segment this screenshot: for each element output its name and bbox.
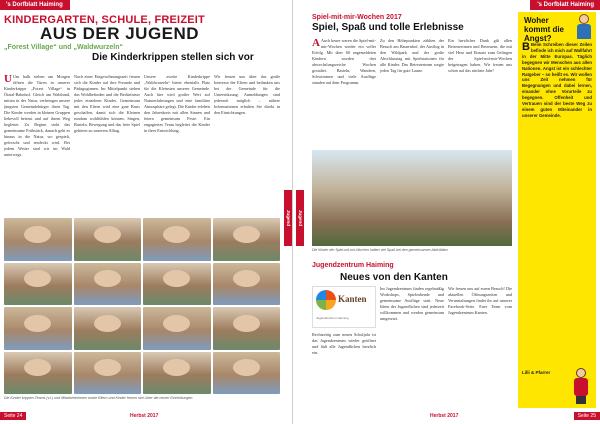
kid-body [574,378,588,396]
section-tab-right: Jugend [296,190,304,246]
article-column-3: Ein herzlicher Dank gilt allen Betreuerinnen und Betreuern, die mit viel Herz und Einsatz zum Gelingen der Spiel-mit-mir-Wochen beigetragen haben. Wir freuen uns schon auf das nächste Jahr! [448,38,512,73]
article-text-1: Auch heuer waren die Spiel-mit-mir-Wochen wieder ein voller Erfolg. Mit über 60 angemeldeten Kindern wurden drei abwechslungsreiche Wochen gestaltet. Basteln, Wandern, Schwimmen und viele Ausflüge standen auf dem Programm. [312,38,376,85]
staff-photo [213,218,281,261]
sidebar-signature: Lilli & Pfarrer [522,370,551,375]
article2-column-3: Wir freuen uns auf euren Besuch! Die aktuellen Öffnungszeiten und Veranstaltungen findet ihr auf unserer Facebook-Seite. Euer Team vom Jugendzentrum Kanten. [448,286,512,315]
issue-footer-left: Herbst 2017 [130,413,159,419]
section-title: AUS DER JUGEND [40,24,200,43]
staff-photo [143,218,211,261]
staff-photo [74,218,142,261]
staff-photo [4,263,72,306]
article2-headline: Neues von den Kanten [340,272,448,283]
article-column-1 [312,38,376,148]
issue-footer-right: Herbst 2017 [430,413,459,419]
staff-photo [74,352,142,395]
staff-photo [143,263,211,306]
logo-wordmark: Kanten [338,294,367,304]
staff-photo [74,263,142,306]
photo-caption: Die Kinder krippen-Teams (v.l.) und Mitarbeiterinnen sowie Eltern und Kinder freuen sich über die neuen Einrichtungen. [4,396,194,400]
article-column-2: Zu den Höhepunkten zählten der Besuch am Bauernhof, der Ausflug in den Wildpark und der große Abschlusstag mit Spielstationen für alle Kinder. Das Betreuerteam sorgte jeden Tag für gute Laune. [380,38,444,73]
right-page [300,0,600,424]
mascot-icon [574,14,594,40]
masthead-ribbon-right: 's Dorfblatt Haiming [530,0,600,10]
kid-illustration-icon [570,368,592,404]
staff-photo [4,307,72,350]
section-kicker: KINDERGARTEN, SCHULE, FREIZEIT [4,14,205,26]
article-headline: Spiel, Spaß und tolle Erlebnisse [312,22,464,33]
dropcap: U [4,74,12,85]
article-kicker: Spiel-mit-mir-Wochen 2017 [312,14,402,21]
staff-photo [213,352,281,395]
article-text-1: Um halb sieben am Morgen öffnen die Türen in unserer Kinderkrippe „Forest Village“ in Ötztal-Bahnhof. Gleich am Waldrand, mitten in der Natur, verbringen unsere jüngsten Gemeindebürger ihren Tag. Die Kinder werden in kleinen Gruppen liebevoll betreut und auf ihrem Weg begleitet. Zu Beginn steht das gemeinsame Frühstück, danach geht es hinaus in die Natur, wo gespielt, geforscht und entdeckt wird. Bei jedem Wetter sind wir im Wald unterwegs. [4,74,70,157]
article-headline: Die Kinderkrippen stellen sich vor [92,52,254,63]
staff-photo [213,307,281,350]
dropcap: B [522,42,530,53]
article2-column-1: Rechtzeitig zum neuen Schuljahr ist das Jugendzentrum wieder geöffnet und lädt alle Jugendlichen herzlich ein. [312,332,376,355]
sidebar-text [522,42,592,362]
kanten-logo-icon [316,290,336,310]
article-column-3: Unsere zweite Kinderkrippe „Waldwurzeln“ bietet ebenfalls Platz für die Kleinsten unserer Gemeinde. Auch hier wird großer Wert auf Naturerfahrungen und eine familiäre Atmosphäre gelegt. Die Kinder erleben den Jahreskreis mit allen Sinnen und feiern gemeinsam Feste. Ein engagiertes Team begleitet die Kinder in ihrer Entwicklung. [144,74,210,133]
masthead-ribbon-left: 's Dorfblatt Haiming [0,0,70,10]
sidebar-body: Beim Schreiben dieser Zeilen befinde ich mich auf Wallfahrt in der Mitte Europas. Täglich begegnen wir Menschen aus allen Nationen. Angst ist ein schlechter Ratgeber – so heißt es. Wir wollen uns Zeit nehmen für Begegnungen und dabei lernen, einander ohne Vorurteile zu begegnen. Offenheit und Vertrauen sind der beste Weg zu einem guten Miteinander in unserer Gemeinde. [522,42,592,118]
staff-photo [74,307,142,350]
staff-photo [4,218,72,261]
staff-photo [4,352,72,395]
sidebar-title: Woher kommt die Angst? [524,16,565,43]
staff-photo [143,352,211,395]
staff-photo [143,307,211,350]
article2-kicker: Jugendzentrum Haiming [312,262,394,269]
staff-photo-grid [4,218,280,394]
page-number-left: Seite 24 [0,412,26,420]
mascot-body [577,24,591,39]
dropcap: A [312,38,320,49]
article2-column-2: Im Jugendzentrum finden regelmäßig Workshops, Spieleabende und gemeinsame Ausflüge statt. Neue Ideen der Jugendlichen sind jederzeit willkommen und werden gemeinsam umgesetzt. [380,286,444,321]
article-column-2: Nach einer Eingewöhnungszeit freuen sich die Kinder auf ihre Freunde und Pädagoginnen. Im Mittelpunkt stehen das Wohlbefinden und die Bedürfnisse jedes einzelnen Kindes. Gemeinsam mit den Eltern wird eine gute Basis geschaffen, damit sich die Kleinen rundum wohlfühlen können. Singen, Basteln, Bewegung und das freie Spiel gehören zu unserem Alltag. [74,74,140,133]
staff-photo [213,263,281,306]
section-tab-left: Jugend [284,190,292,246]
kid-legs [576,396,586,404]
group-photo [312,150,512,246]
group-photo-caption: Die Kinder der Spiel-mit-mir-Wochen hatten viel Spaß bei den gemeinsamen Aktivitäten. [312,248,449,252]
article-subkicker: „Forest Village“ und „Waldwurzeln“ [4,44,124,51]
mascot-head [579,14,589,24]
kid-head [576,368,586,378]
logo-subtitle: Jugendzentrum Haiming [316,316,349,320]
article-column-4: Wir freuen uns über das große Interesse der Eltern und bedanken uns bei der Gemeinde für die Unterstützung. Anmeldungen sind jederzeit möglich – nähere Informationen erhalten Sie direkt in den Einrichtungen. [214,74,280,115]
page-number-right: Seite 25 [574,412,600,420]
